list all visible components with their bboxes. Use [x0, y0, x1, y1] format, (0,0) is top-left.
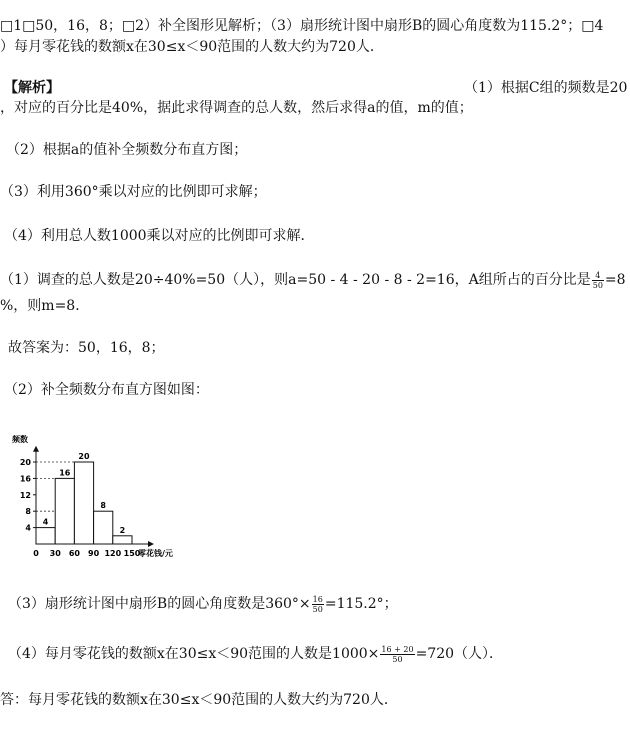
y-tick-label: 4	[25, 523, 31, 533]
analysis-p1-next: ，对应的百分比是40%，据此求得调查的总人数，然后求得a的值，m的值；	[0, 100, 473, 116]
x-axis-title: 零花钱/元	[138, 549, 173, 558]
analysis-p1-right: （1）根据C组的频数是20	[464, 80, 628, 96]
solution-1-answer: 故答案为：50，16，8；	[8, 340, 165, 356]
solution-3-line	[8, 594, 398, 614]
solution-4-result: =720（人）．	[415, 646, 504, 662]
histogram-bar	[36, 528, 55, 544]
x-axis-arrow	[148, 541, 154, 547]
bar-value-label: 8	[100, 501, 106, 511]
frequency-histogram	[10, 430, 220, 560]
fraction-16-50	[312, 595, 324, 614]
solution-1-cont: %，则m=8．	[0, 298, 90, 314]
answer-line-2: ）每月零花钱的数额x在30≤x＜90范围的人数大约为720人．	[0, 39, 384, 55]
fraction-denominator: 50	[592, 280, 603, 290]
analysis-p2: （2）根据a的值补全频数分布直方图；	[6, 142, 248, 158]
solution-4-text: （4）每月零花钱的数额x在30≤x＜90范围的人数是1000×	[8, 646, 380, 662]
bar-value-label: 20	[78, 452, 90, 461]
fraction-denominator: 50	[312, 604, 323, 614]
histogram-bar	[55, 478, 74, 544]
y-tick-label: 12	[19, 490, 31, 500]
solution-4-line	[8, 644, 503, 664]
histogram-bar	[94, 511, 113, 544]
histogram-bar	[74, 462, 93, 544]
bar-value-label: 16	[59, 468, 71, 478]
fraction-numerator: 16 + 20	[381, 644, 414, 654]
histogram-bar	[113, 536, 132, 544]
x-tick-label: 150	[123, 549, 141, 558]
bar-value-label: 2	[119, 525, 126, 535]
fraction-numerator: 4	[592, 271, 604, 281]
analysis-label: 【解析】	[4, 80, 60, 96]
solution-1-result: =8	[604, 272, 626, 288]
y-tick-label: 8	[25, 507, 31, 517]
solution-1-text: （1）调查的总人数是20÷40%=50（人），则a=50 - 4 - 20 - 8 - 2=16，A组所占的百分比是	[0, 272, 591, 288]
y-tick-label: 20	[19, 458, 31, 467]
analysis-p3: （3）利用360°乘以对应的比例即可求解；	[0, 184, 267, 200]
x-tick-label: 90	[88, 549, 100, 558]
solution-2-line: （2）补全频数分布直方图如图：	[4, 382, 209, 398]
fraction-numerator: 16	[312, 594, 323, 604]
y-axis-arrow	[33, 446, 39, 452]
fraction-denominator: 50	[392, 654, 403, 664]
x-tick-label: 120	[104, 549, 122, 558]
analysis-p4: （4）利用总人数1000乘以对应的比例即可求解．	[4, 228, 315, 244]
bar-value-label: 4	[42, 517, 49, 527]
final-answer: 答：每月零花钱的数额x在30≤x＜90范围的人数大约为720人．	[0, 692, 398, 708]
solution-1-line	[0, 270, 626, 290]
answer-line-1: □1□50，16，8；□2）补全图形见解析；（3）扇形统计图中扇形B的圆心角度数为115.2°；□4	[0, 18, 604, 34]
x-tick-label: 30	[49, 549, 61, 558]
y-tick-label: 16	[19, 474, 31, 484]
solution-3-result: =115.2°；	[324, 596, 398, 612]
y-axis-title: 频数	[12, 435, 28, 444]
x-tick-label: 0	[33, 549, 39, 558]
solution-3-text: （3）扇形统计图中扇形B的圆心角度数是360°×	[8, 596, 311, 612]
fraction-4-50	[592, 271, 604, 290]
histogram-layer	[12, 434, 173, 558]
x-tick-label: 60	[68, 549, 80, 558]
fraction-36-50	[380, 645, 414, 664]
